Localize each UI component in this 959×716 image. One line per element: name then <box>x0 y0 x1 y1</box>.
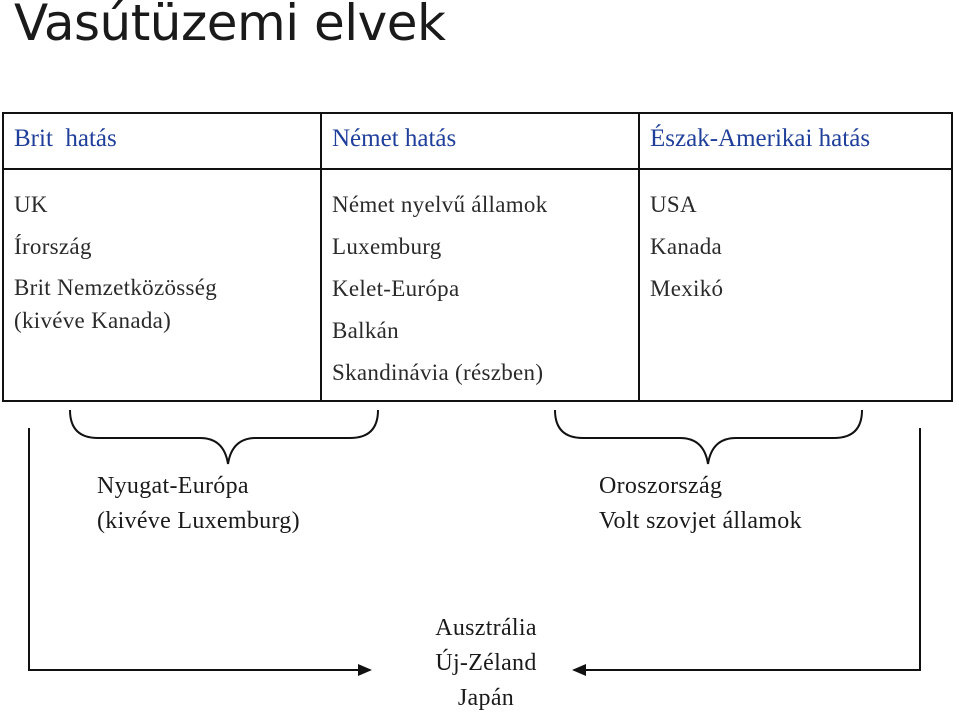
group-line: Volt szovjet államok <box>599 508 802 534</box>
list-item: (kivéve Kanada) <box>14 308 172 333</box>
list-item: USA <box>650 192 697 217</box>
header-british: Brit hatás <box>14 125 117 152</box>
list-item: Balkán <box>332 318 399 343</box>
header-german: Német hatás <box>332 125 457 152</box>
group-line: (kivéve Luxemburg) <box>97 508 300 534</box>
list-item: Kelet-Európa <box>332 276 460 301</box>
group-line: Japán <box>457 685 515 711</box>
list-item: Skandinávia (részben) <box>332 360 544 385</box>
group-line: Nyugat-Európa <box>97 473 249 499</box>
list-item: Német nyelvű államok <box>332 192 548 217</box>
left-brace <box>70 410 378 464</box>
header-north-american: Észak-Amerikai hatás <box>650 125 871 152</box>
group-line: Ausztrália <box>435 615 537 641</box>
group-line: Oroszország <box>599 473 723 499</box>
list-item: Luxemburg <box>332 234 442 259</box>
list-item: Kanada <box>650 234 723 259</box>
list-item: UK <box>14 192 48 217</box>
right-arrow <box>574 428 920 670</box>
group-western-europe <box>97 469 300 539</box>
list-item: Brit Nemzetközösség <box>14 275 218 300</box>
left-arrow <box>29 428 370 670</box>
group-line: Új-Zéland <box>435 650 537 676</box>
right-brace <box>555 410 862 464</box>
group-russia <box>599 469 802 539</box>
page-title: Vasútüzemi elvek <box>14 0 446 52</box>
list-item: Írország <box>14 234 92 259</box>
list-item: Mexikó <box>650 276 724 301</box>
group-mixed <box>386 611 586 716</box>
